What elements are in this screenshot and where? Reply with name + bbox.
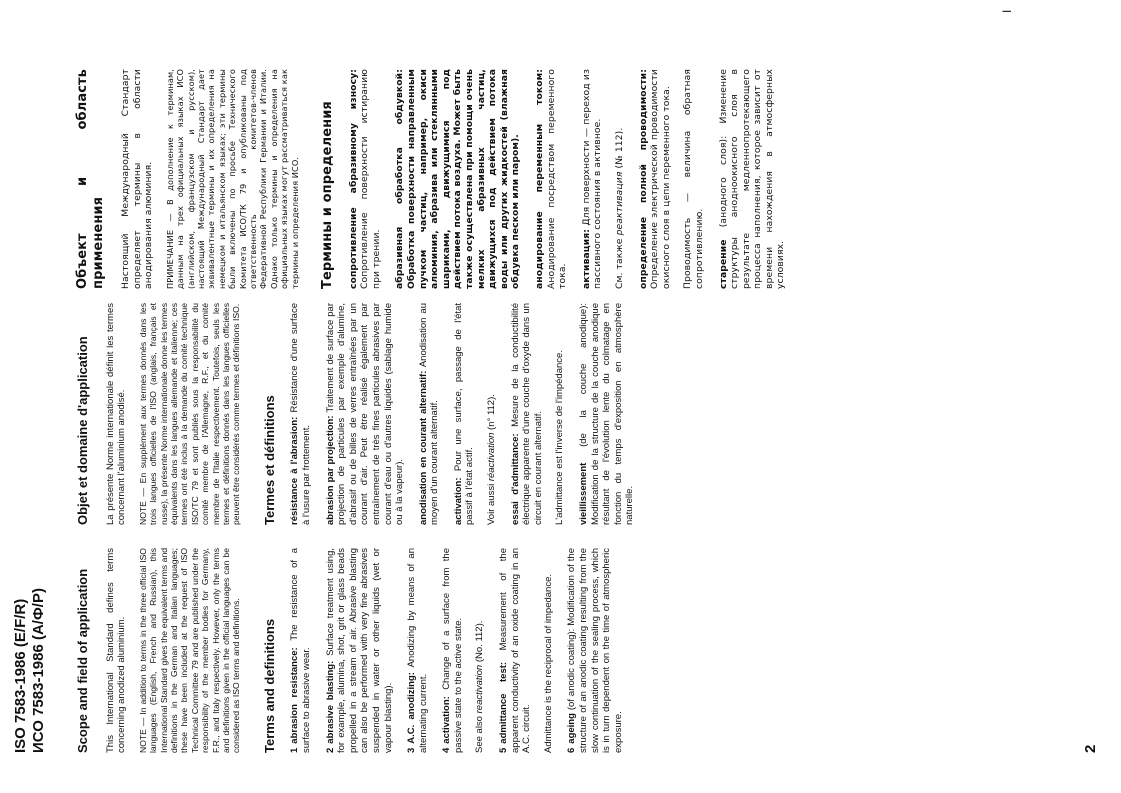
page-number: 2 — [1082, 744, 1099, 753]
term-definition: Anodizing by means of an alternating current. — [406, 548, 429, 753]
cross-reference — [614, 69, 626, 289]
term-definition: Обработка поверхности направленным пучком частиц, например, окиси алюминия, абразива или стеклянными шариками, движущимися под действием потока воздуха. Может быть также осуществлена при помощи очень мелких абразивных частиц, движущихся под действием потока воды или других жидкостей (влажная обдувка песком или паром). — [406, 69, 522, 289]
cross-reference-prefix: См. также — [613, 235, 625, 289]
term-definition: Анодирование посредством переменного тока. — [545, 69, 569, 289]
term-definition: Для поверхности — переход из пассивного состояния в активное. — [580, 69, 604, 289]
term-name: ageing — [566, 713, 578, 744]
english-column — [75, 548, 636, 753]
term-name: abrasion par projection: — [324, 415, 336, 525]
document-title-cyrillic: ИСО 7583-1986 (А/Ф/Р) — [30, 588, 47, 753]
term-definition: Сопротивление поверхности истиранию при трении. — [359, 69, 382, 289]
term-note: L'admittance est l'inverse de l'impédance. — [554, 350, 566, 525]
term-name: résistance à l'abrasion: — [289, 416, 301, 525]
scope-text: Настоящий Международный Стандарт определяет термины в области анодирования алюминия. — [120, 69, 155, 289]
term-definition: Measurement of the apparent conductivity of an oxide coating in an A.C. circuit. — [498, 548, 533, 753]
term-number: 4 — [441, 747, 453, 753]
term-entry — [566, 548, 624, 753]
term-number: 1 — [289, 747, 301, 753]
cross-reference — [474, 548, 486, 753]
term-name: activation: — [441, 696, 453, 744]
term-entry — [289, 303, 312, 525]
scope-title: Scope and field of application — [75, 568, 90, 753]
term-name: абразивная обработка обдувкой: — [394, 69, 406, 289]
document-title-latin: ISO 7583-1986 (E/F/R) — [12, 598, 29, 753]
term-name: vieillissement — [578, 462, 590, 525]
term-name: старение — [717, 239, 729, 289]
cross-reference-prefix: Voir aussi — [486, 481, 498, 525]
term-number: 2 — [324, 747, 336, 753]
terms-title: Termes et définitions — [261, 395, 277, 525]
term-name: anodisation en courant alternatif: — [417, 370, 429, 525]
term-definition: Определение электрической проводимости окисного слоя в цепи переменного тока. — [649, 69, 672, 289]
term-entry — [498, 548, 554, 753]
term-definition: (de la couche anodique): Modification de la structure de la couche anodique résultant de l'évolution lente du colmatage en fonction du temps d'exposition en atmosphère naturelle. — [578, 303, 636, 525]
term-entry — [394, 69, 522, 289]
term-note: Admittance is the reciprocal of impedance. — [542, 573, 554, 753]
cross-reference-suffix: (n° 112). — [486, 394, 498, 433]
french-column — [75, 303, 648, 525]
term-name: admittance test: — [498, 661, 510, 744]
term-definition: Mesure de la conductibilité électrique apparente d'une couche d'oxyde dans un circuit en courant alternatif. — [509, 303, 544, 525]
term-name: определение полной проводимости: — [637, 69, 649, 289]
scope-text: This International Standard defines terms concerning anodized aluminium. — [104, 548, 128, 753]
cross-reference — [486, 303, 498, 525]
term-number: 3 — [406, 747, 418, 753]
cross-reference-term: réactivation — [486, 432, 498, 482]
cross-reference-suffix: (No. 112). — [474, 620, 486, 665]
term-name: essai d'admittance: — [509, 433, 521, 525]
term-definition: Change of a surface from the passive state to the active state. — [441, 548, 464, 753]
term-name: анодирование переменным током: — [533, 69, 545, 289]
term-entry — [453, 303, 498, 525]
term-entry — [325, 548, 395, 753]
term-name: activation: — [452, 477, 464, 525]
term-name: abrasion resistance: — [289, 647, 301, 744]
terms-title: Terms and definitions — [261, 618, 277, 753]
term-entry — [348, 69, 383, 289]
scope-note: NOTE — In addition to terms in the three official ISO languages (English, French and Russian), this International Standard gives the equivalent terms and definitions in the German and Italian languages; these have been included at the request of ISO Technical Committee 79 and are published under the responsibility of the member bodies for Germany, F.R., and Italy respectively. However, only the terms and definitions given in the official languages can be considered as ISO terms and definitions. — [137, 548, 242, 753]
term-entry — [406, 548, 429, 753]
term-note: Проводимость — величина обратная сопротивлению. — [682, 69, 705, 289]
term-definition: Pour une surface, passage de l'état passif à l'état actif. — [452, 303, 476, 525]
scope-text: La présente Norme internationale définit les termes concernant l'aluminium anodisé. — [104, 303, 128, 525]
term-entry — [325, 303, 406, 525]
term-number: 5 — [498, 747, 510, 753]
term-entry — [289, 548, 312, 753]
term-name: сопротивление абразивному износу: — [347, 69, 359, 289]
scope-title: Объект и область применения — [75, 69, 106, 289]
cross-reference-suffix: (№ 112). — [613, 127, 625, 172]
scope-note: ПРИМЕЧАНИЕ — В дополнение к терминам, данным на трех официальных языках ИСО (английском, французском и русском), настоящий Международный Стандарт дает эквивалентные термины и их определения на немецком и итальянском языках; эти термины были включены по просьбе Технического Комитета ИСО/ТК 79 и опубликованы под ответственность комитетов-членов Федеративной Республики Германии и Италии. Однако только термины и определения на официальных языках могут рассматриваться как термины и определения ИСО. — [164, 69, 300, 289]
term-entry — [578, 303, 636, 525]
term-entry — [510, 303, 566, 525]
term-entry — [534, 69, 569, 289]
term-definition: (анодного слоя): Изменение структуры анодноокисного слоя в результате медленнопротекающего процесса наполнения, которое зависит от времени нахождения в атмосферных условиях. — [717, 69, 787, 289]
term-definition: Anodisation au moyen d'un courant alternatif. — [417, 303, 441, 525]
term-entry — [441, 548, 486, 753]
term-definition: Traitement de surface par projection de particules par exemple d'alumine, d'abrasif ou de billes de verres entraînées par un courant d'air. Peut être réalisé également par entraînement de très fines particules abrasives par courant d'eau ou d'autres liquides (sablage humide ou à la vapeur). — [324, 303, 406, 525]
term-number: 6 — [566, 747, 578, 753]
terms-title: Термины и определения — [320, 101, 336, 289]
term-definition: Surface treatment using, for example, alumina, shot, grit or glass beads propelled in a stream of air. Abrasive blasting can also be performed with very fine abrasives suspended in water or other liquids (wet or vapour blasting). — [324, 547, 394, 753]
term-name: abrasive blasting: — [324, 660, 336, 744]
scope-title: Objet et domaine d'application — [75, 336, 90, 525]
cross-reference-term: реактивация — [613, 171, 625, 236]
term-definition: (of anodic coating): Modification of the structure of an anodic coating resulting from the slow continuation of the sealing process, which is in turn dependent on the time of atmospheric exposure. — [566, 548, 624, 753]
term-entry — [418, 303, 441, 525]
russian-column — [75, 69, 799, 289]
term-entry — [581, 69, 626, 289]
margin-mark: I — [1000, 9, 1014, 13]
document-title — [12, 588, 48, 753]
term-name: A.C. anodizing: — [406, 672, 418, 744]
term-name: активация: — [580, 228, 592, 289]
cross-reference-prefix: See also — [474, 713, 486, 753]
term-entry — [638, 69, 706, 289]
cross-reference-term: reactivation — [474, 664, 486, 714]
term-definition: The resistance of a surface to abrasive wear. — [289, 547, 312, 753]
scope-note: NOTE — En supplément aux termes donnés dans les trois langues officielles de l'ISO (anglais, français et russe), la présente Norme internationale donne les termes équivalents dans les langues allemande et italienne; ces termes ont été inclus à la demande du comité technique ISO/TC 79 et sont publiés sous la responsabilité du comité membre de l'Allemagne, R.F., et du comité membre de l'Italie respectivement. Toutefois, seuls les termes et définitions donnés dans les langues officielles peuvent être considérés comme termes et définitions ISO. — [137, 303, 242, 525]
term-entry — [718, 69, 788, 289]
term-definition: Résistance d'une surface à l'usure par frottement. — [289, 303, 312, 525]
